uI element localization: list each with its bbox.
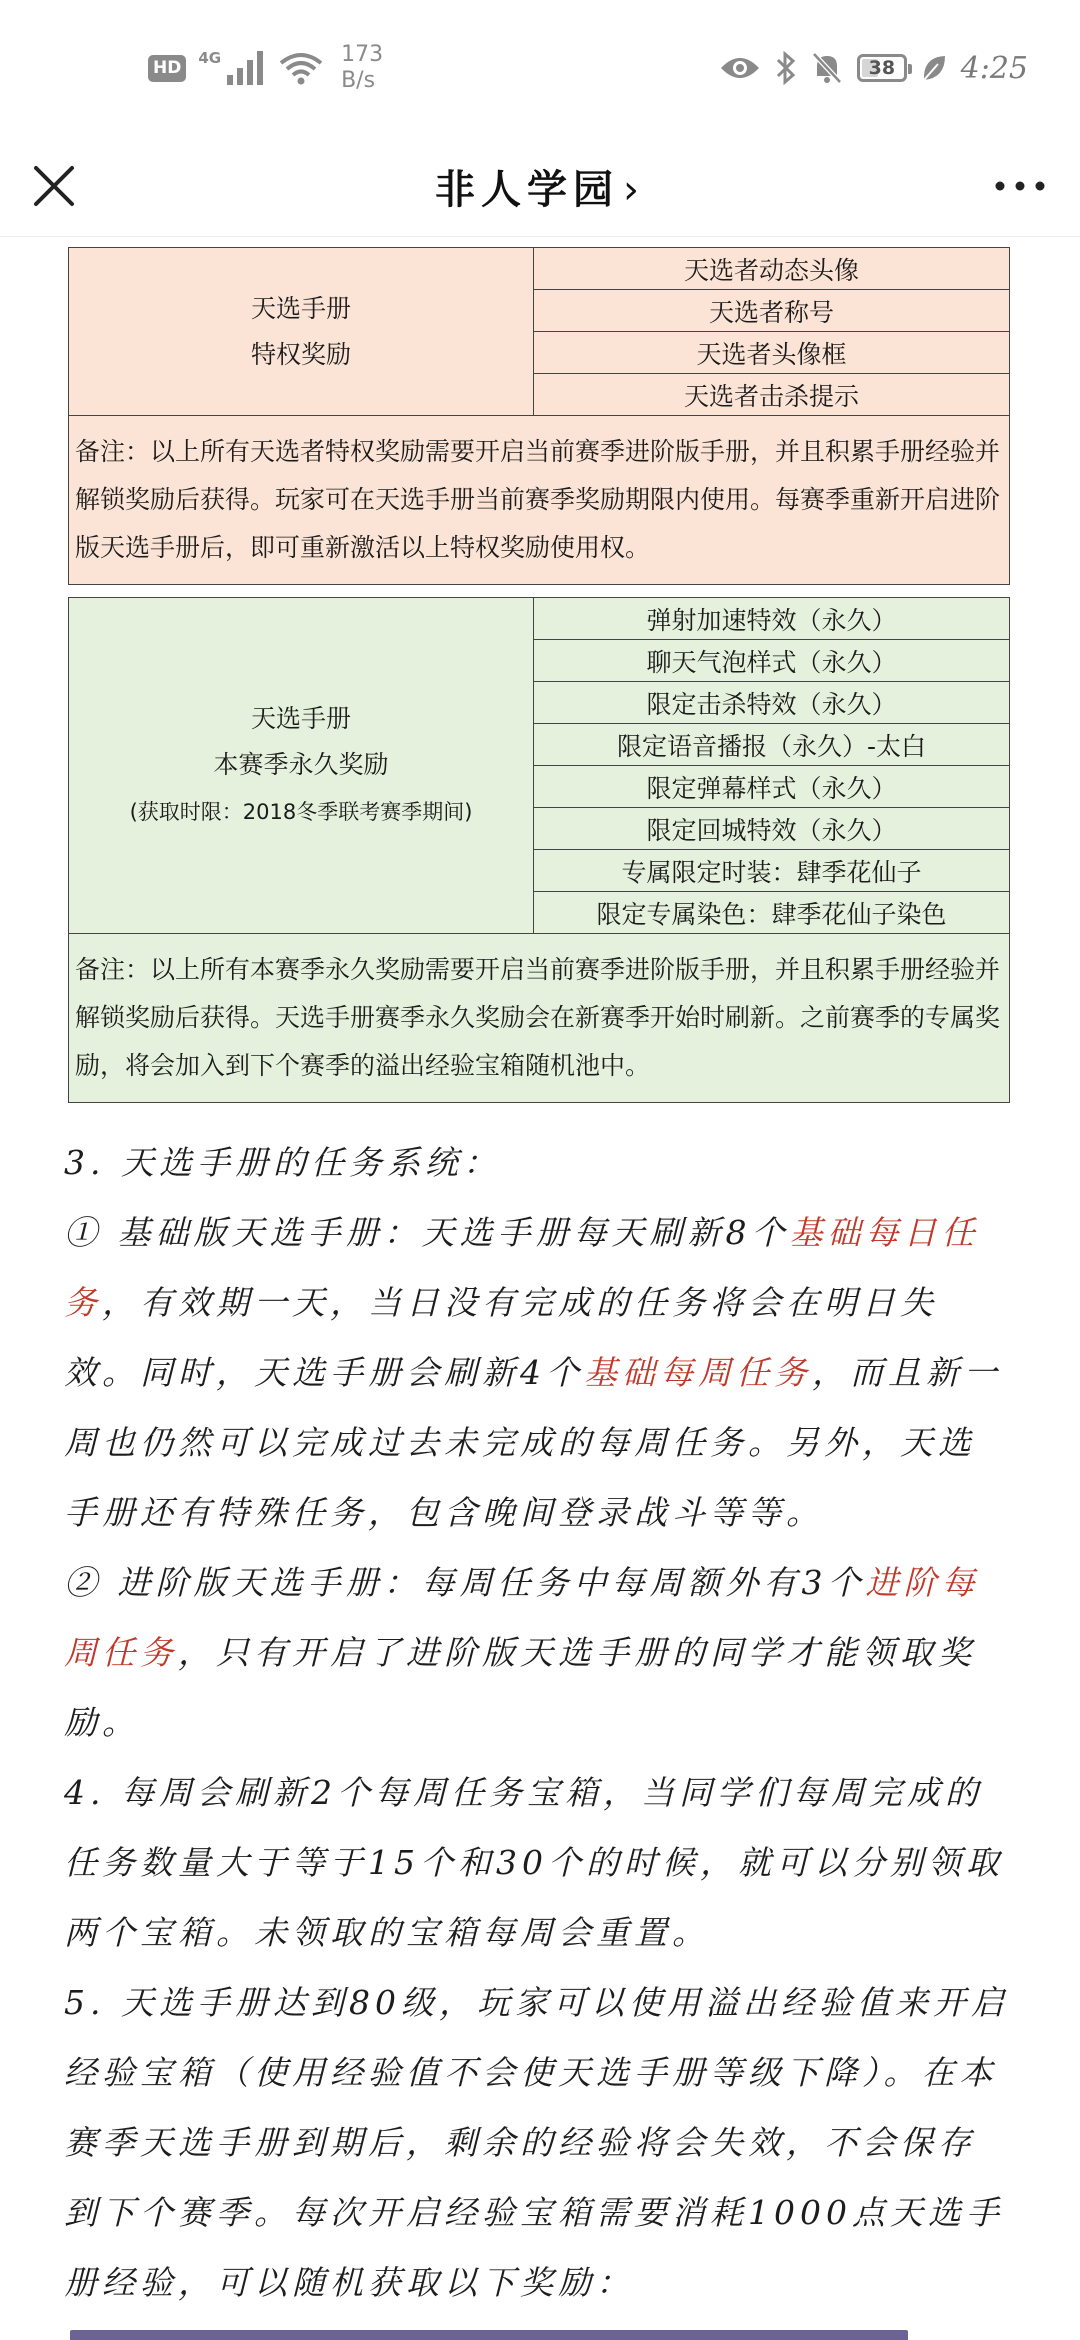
- highlight-weekly-tasks: 基础每周任务: [584, 1353, 812, 1392]
- highlight-advanced-weekly-tasks: 进阶每周任务: [64, 1563, 980, 1672]
- eye-icon: [719, 54, 761, 82]
- mute-bell-icon: [811, 51, 843, 85]
- hd-badge: HD: [148, 55, 186, 82]
- reward-item: 专属限定时装：肆季花仙子: [534, 850, 1010, 892]
- status-left: [148, 38, 383, 98]
- reward-item: 聊天气泡样式（永久）: [534, 640, 1010, 682]
- text-run: ② 进阶版天选手册：每周任务中每周额外有3个: [64, 1563, 866, 1602]
- wifi-icon: [279, 51, 323, 85]
- text-run: ，只有开启了进阶版天选手册的同学才能领取奖励。: [64, 1633, 976, 1742]
- article-body: [64, 1128, 1012, 2318]
- reward-item: 弹射加速特效（永久）: [534, 598, 1010, 640]
- text-run: ，有效期一天，当日没有完成的任务将会在明日失效。同时，天选手册会刷新4个: [64, 1283, 938, 1392]
- basic-handbook-paragraph: [64, 1198, 1012, 1548]
- speed-unit: B/s: [341, 68, 376, 93]
- reward-item: 限定回城特效（永久）: [534, 808, 1010, 850]
- privilege-label-line1: 天选手册: [250, 293, 351, 323]
- reward-item: 限定专属染色：肆季花仙子染色: [534, 892, 1010, 934]
- permanent-label-period: (获取时限：2018冬季联考赛季期间): [129, 800, 473, 824]
- privilege-label-line2: 特权奖励: [250, 339, 351, 369]
- reward-item: 天选者动态头像: [534, 248, 1010, 290]
- speed-value: 173: [341, 42, 384, 67]
- highlight-daily-tasks: 基础每日任务: [64, 1213, 980, 1322]
- page-title-text: 非人学园: [435, 167, 619, 213]
- task-system-heading: 3. 天选手册的任务系统：: [64, 1143, 501, 1182]
- text-run: ① 基础版天选手册：天选手册每天刷新8个: [64, 1213, 790, 1252]
- permanent-label-cell: [69, 598, 534, 934]
- reward-item: 天选者头像框: [534, 332, 1010, 374]
- battery-level: 38: [868, 57, 896, 79]
- permanent-label-line1: 天选手册: [250, 704, 351, 733]
- table-row: [69, 598, 1010, 640]
- reward-item: 天选者击杀提示: [534, 374, 1010, 416]
- privilege-rewards-table: [68, 247, 1010, 585]
- text-run: ，而且新一周也仍然可以完成过去未完成的每周任务。另外，天选手册还有特殊任务，包含晚间登录战斗等等。: [64, 1353, 1002, 1532]
- reward-item: 限定语音播报（永久）-太白: [534, 724, 1010, 766]
- status-bar: [0, 0, 1080, 136]
- exp-chest-paragraph: 5. 天选手册达到80级，玩家可以使用溢出经验值来开启经验宝箱（使用经验值不会使天选手册等级下降）。在本赛季天选手册到期后，剩余的经验将会失效，不会保存到下个赛季。每次开启经验宝箱需要消耗1000点天选手册经验，可以随机获取以下奖励：: [64, 1983, 1009, 2302]
- leaf-icon: [921, 53, 947, 83]
- permanent-label-line2: 本赛季永久奖励: [213, 750, 389, 779]
- bluetooth-icon: [775, 51, 797, 85]
- next-table-edge: [70, 2330, 908, 2340]
- permanent-rewards-table: [68, 597, 1010, 1103]
- network-speed: [341, 42, 383, 94]
- privilege-label-cell: [69, 248, 534, 416]
- reward-item: 天选者称号: [534, 290, 1010, 332]
- more-icon[interactable]: [990, 166, 1050, 206]
- advanced-handbook-paragraph: [64, 1548, 1012, 1758]
- table-row: [69, 248, 1010, 290]
- reward-item: 限定弹幕样式（永久）: [534, 766, 1010, 808]
- battery-icon: [857, 54, 907, 82]
- status-right: [719, 42, 1028, 94]
- chevron-right-icon: ›: [623, 167, 645, 213]
- permanent-note: 备注：以上所有本赛季永久奖励需要开启当前赛季进阶版手册，并且积累手册经验并解锁奖励后获得。天选手册赛季永久奖励会在新赛季开始时刷新。之前赛季的专属奖励，将会加入到下个赛季的溢出经验宝箱随机池中。: [69, 934, 1010, 1103]
- clock: 4:25: [960, 50, 1028, 86]
- network-type: 4G: [198, 49, 222, 67]
- reward-item: 限定击杀特效（永久）: [534, 682, 1010, 724]
- table-row: [69, 416, 1010, 585]
- table-row: [69, 934, 1010, 1103]
- page-title[interactable]: [0, 158, 1080, 215]
- weekly-chest-paragraph: 4. 每周会刷新2个每周任务宝箱，当同学们每周完成的任务数量大于等于15个和30个的时候，就可以分别领取两个宝箱。未领取的宝箱每周会重置。: [64, 1773, 1004, 1952]
- privilege-note: 备注：以上所有天选者特权奖励需要开启当前赛季进阶版手册，并且积累手册经验并解锁奖励后获得。玩家可在天选手册当前赛季奖励期限内使用。每赛季重新开启进阶版天选手册后，即可重新激活以上特权奖励使用权。: [69, 416, 1010, 585]
- signal-icon: [227, 51, 267, 85]
- nav-bar: [0, 136, 1080, 237]
